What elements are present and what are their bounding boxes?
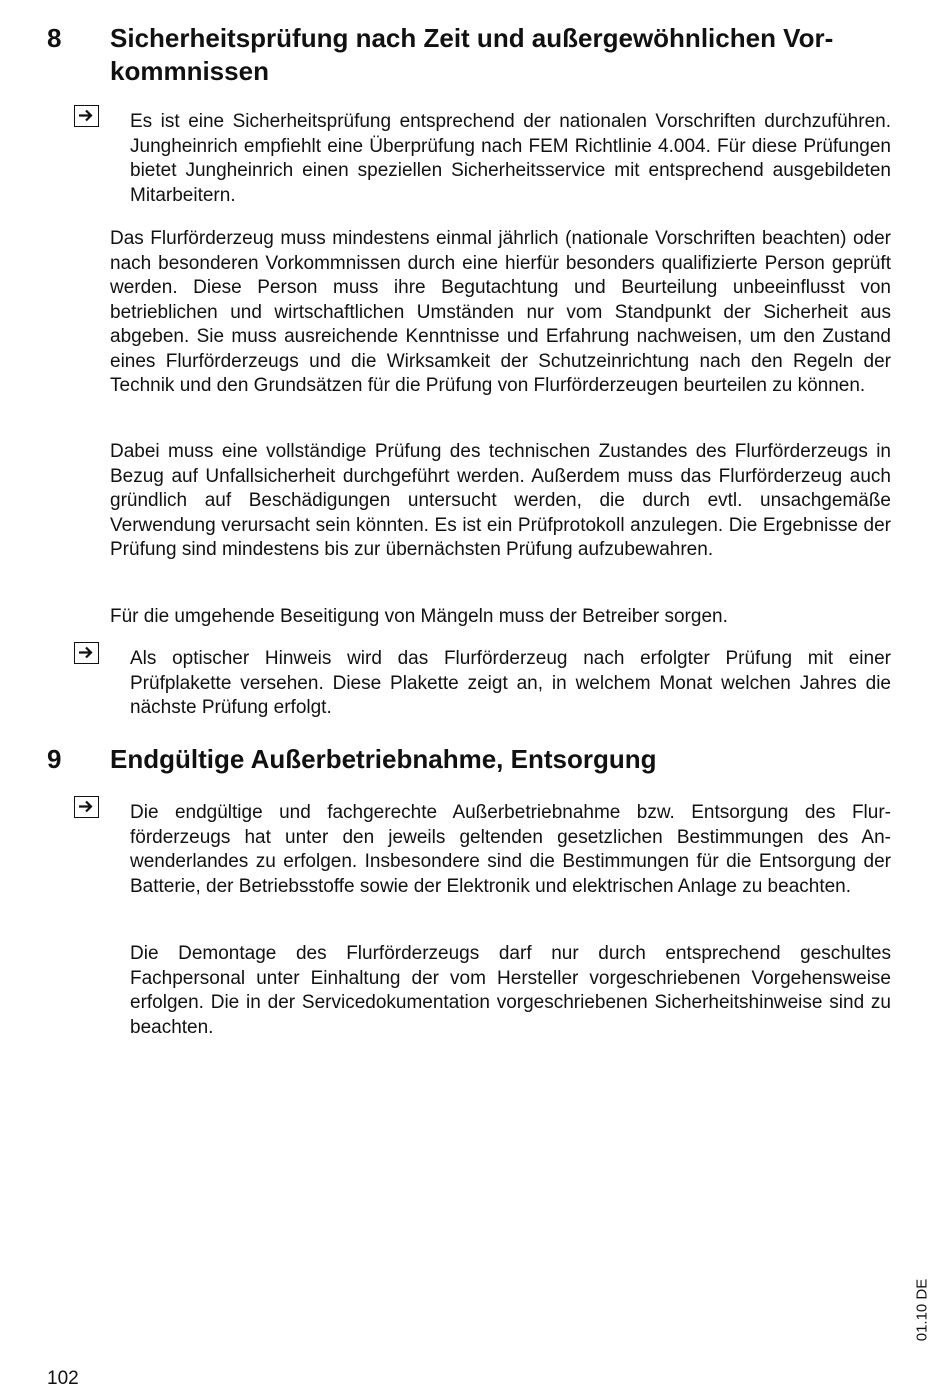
paragraph-disassembly: Die Demontage des Flurförderzeugs darf nur durch entsprechend geschultes Fachpersonal unter Einhaltung der vom Hersteller vorgeschriebenen Vorgehensweise erfolgen. Die in der Servicedokumentation vorgeschriebenen Sicherheitshinweise sind zu beachten. (130, 943, 891, 1038)
paragraph-inspection-scope: Dabei muss eine vollständige Prüfung des technischen Zustandes des Flurförderzeugs in Bezug auf Unfallsicherheit durchgeführt werden. Außerdem muss das Flurförderzeug auch gründlich auf Beschädigungen untersucht werden, die durch evtl. unsachgemäße Verwendung verursacht sein könnten. Es ist ein Prüfprotokoll anzulegen. Die Ergebnisse der Prüfung sind mindestens bis zur übernächsten Prüfung aufzubewahren. (110, 441, 891, 560)
edition-label: 01.10 DE (913, 1278, 931, 1342)
section-8-number: 8 (47, 23, 62, 53)
section-9-number: 9 (47, 744, 62, 774)
page-number: 102 (47, 1368, 79, 1389)
arrow-right-box-icon (74, 642, 99, 664)
paragraph-inspection-sticker: Als optischer Hinweis wird das Flurförderzeug nach erfolgter Prüfung mit einer Prüfplakette versehen. Diese Plakette zeigt an, in welchem Monat welchen Jahres die nächste Prüfung erfolgt. (130, 648, 891, 718)
paragraph-annual-inspection: Das Flurförderzeug muss mindestens einmal jährlich (nationale Vorschriften beachten) oder nach besonderen Vorkommnissen durch eine hierfür besonders qualifizierte Person geprüft werden. Diese Person muss ihre Begutachtung und Beurteilung unbeeinflusst von betrieblichen und wirtschaftlichen Umständen nur vom Standpunkt der Sicherheit aus abgeben. Sie muss ausreichende Kenntnisse und Erfahrung nachweisen, um den Zustand eines Flurförderzeugs und die Wirksamkeit der Schutzeinrichtung nach den Regeln der Technik und den Grundsätzen für die Prüfung von Flurförderzeugen beurteilen zu können. (110, 228, 891, 396)
paragraph-defect-removal: Für die umgehende Beseitigung von Mängeln muss der Betreiber sorgen. (110, 606, 728, 627)
section-9-title: Endgültige Außerbetriebnahme, Entsorgung (110, 744, 657, 774)
section-8-title: Sicherheitsprüfung nach Zeit und außergewöhnlichen Vorkommnissen (110, 23, 834, 86)
paragraph-decommissioning: Die endgültige und fachgerechte Außerbetriebnahme bzw. Entsorgung des Flurförderzeugs hat unter den jeweils geltenden gesetzlichen Bestimmungen des Anwenderlandes zu erfolgen. Insbesondere sind die Bestimmungen für die Entsorgung der Batterie, der Betriebsstoffe sowie der Elektronik und elektrischen Anlage zu beachten. (130, 802, 891, 897)
arrow-right-box-icon (74, 105, 99, 127)
arrow-right-box-icon (74, 796, 99, 818)
paragraph-safety-inspection-intro: Es ist eine Sicherheitsprüfung entsprechend der nationalen Vorschriften durchzuführen. Jungheinrich empfiehlt eine Überprüfung nach FEM Richtlinie 4.004. Für diese Prüfungen bietet Jungheinrich einen speziellen Sicherheitsservice mit entsprechend ausgebildeten Mitarbeitern. (130, 111, 891, 206)
